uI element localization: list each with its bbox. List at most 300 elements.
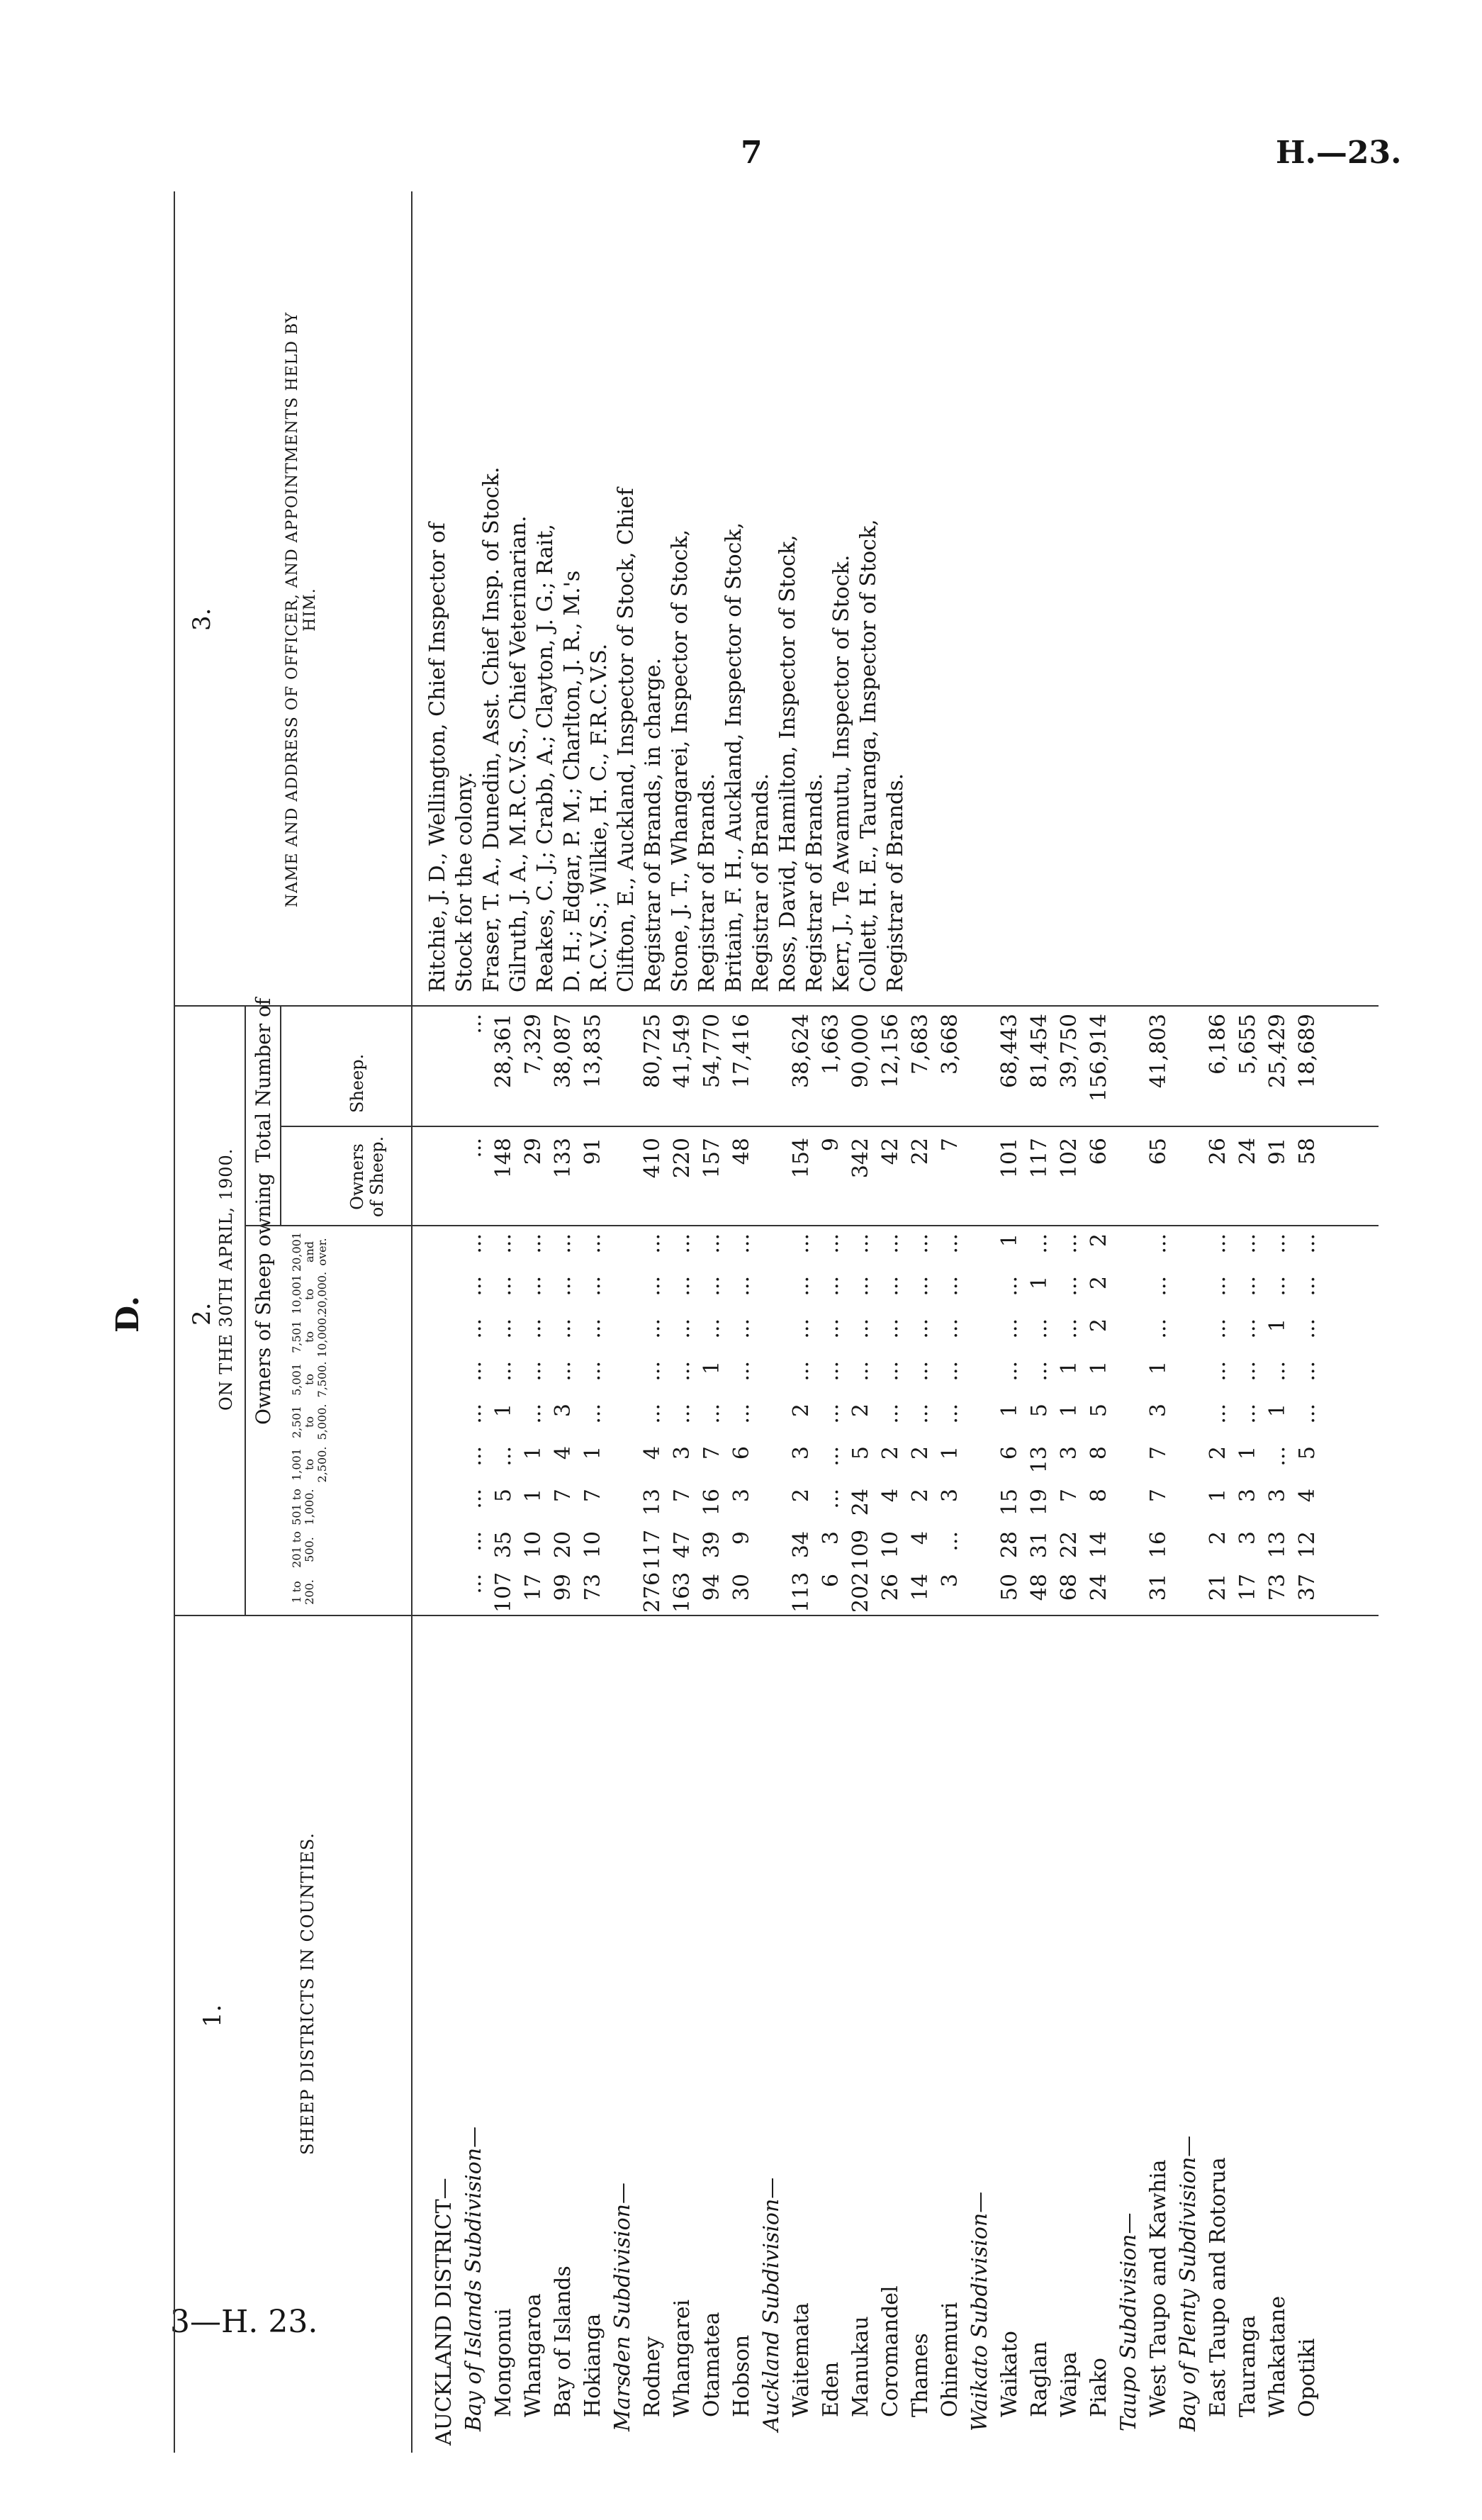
row-value: 3,668 <box>938 1014 962 1075</box>
table-row <box>1117 121 1141 2460</box>
row-value: 410 <box>640 1138 665 1179</box>
range-header-1: 201 to 500. <box>290 1531 316 1568</box>
row-name: Bay of Plenty Subdivision— <box>1176 2135 1201 2431</box>
row-value: ... <box>789 1361 814 1382</box>
row-value: 22 <box>908 1138 933 1165</box>
row-value: ... <box>491 1361 516 1382</box>
row-value: ... <box>1235 1233 1260 1254</box>
officer-line: Ritchie, J. D., Wellington, Chief Inspector of <box>425 522 450 992</box>
row-value: ... <box>938 1276 962 1297</box>
row-value: ... <box>819 1233 843 1254</box>
row-value: 7 <box>1146 1489 1171 1503</box>
row-value: 7 <box>938 1138 962 1152</box>
row-name: Eden <box>819 2361 843 2417</box>
table-row <box>1206 121 1230 2460</box>
row-value: 276 <box>640 1572 665 1613</box>
row-value: ... <box>908 1404 933 1424</box>
row-value: 3 <box>1235 1531 1260 1545</box>
row-value: 7 <box>700 1446 724 1460</box>
row-value: 1 <box>521 1489 546 1503</box>
row-value: 8 <box>1087 1446 1111 1460</box>
row-value: ... <box>1146 1233 1171 1254</box>
row-value: 1 <box>1265 1404 1290 1418</box>
table-row <box>909 121 933 2460</box>
row-value: 12 <box>1295 1531 1320 1559</box>
sheep-header: Sheep. <box>347 1053 367 1113</box>
row-value: ... <box>461 1446 486 1467</box>
row-value: 1 <box>580 1446 605 1460</box>
table-row <box>1057 121 1082 2460</box>
row-value: ... <box>848 1233 873 1254</box>
row-value: 7 <box>1057 1489 1082 1503</box>
officer-line: Gilruth, J. A., M.R.C.V.S., Chief Veterinarian. <box>506 515 531 992</box>
row-value: ... <box>1027 1361 1052 1382</box>
row-value: 133 <box>551 1138 576 1179</box>
row-value: 148 <box>491 1138 516 1179</box>
row-value: 4 <box>640 1446 665 1460</box>
row-value: 54,770 <box>700 1014 724 1088</box>
row-value: ... <box>1295 1318 1320 1339</box>
row-value: ... <box>491 1233 516 1254</box>
row-value: 24 <box>1087 1574 1111 1601</box>
row-value: ... <box>1295 1276 1320 1297</box>
row-name: Bay of Islands <box>551 2266 576 2417</box>
row-name: Waitemata <box>789 2302 814 2417</box>
row-name: Tauranga <box>1235 2315 1260 2417</box>
row-value: 37 <box>1295 1574 1320 1601</box>
row-value: 91 <box>1265 1138 1290 1165</box>
row-value: 35 <box>491 1531 516 1559</box>
row-value: 1 <box>1265 1318 1290 1333</box>
row-value: 15 <box>997 1489 1022 1516</box>
table-row <box>700 121 724 2460</box>
row-value: 5,655 <box>1235 1014 1260 1075</box>
rotated-table <box>50 121 1396 2460</box>
row-value: 1 <box>997 1233 1022 1248</box>
row-value: 2 <box>1206 1446 1230 1460</box>
officer-line: Kerr, J., Te Awamutu, Inspector of Stock. <box>829 554 854 992</box>
row-value: 1 <box>1057 1361 1082 1375</box>
row-value: 3 <box>1235 1489 1260 1503</box>
row-value: 26 <box>1206 1138 1230 1165</box>
row-value: ... <box>491 1318 516 1339</box>
row-value: 39,750 <box>1057 1014 1082 1088</box>
row-value: ... <box>580 1318 605 1339</box>
col1-title: SHEEP DISTRICTS IN COUNTIES. <box>298 1832 318 2155</box>
row-value: 21 <box>1206 1574 1230 1601</box>
row-value: 3 <box>729 1489 754 1503</box>
row-name: Whangaroa <box>521 2293 546 2417</box>
row-value: ... <box>670 1318 695 1339</box>
row-value: 102 <box>1057 1138 1082 1179</box>
row-value: ... <box>521 1233 546 1254</box>
row-value: 16 <box>1146 1531 1171 1559</box>
row-value: 1 <box>1027 1276 1052 1290</box>
row-name: Mongonui <box>491 2308 516 2417</box>
row-value: 9 <box>729 1531 754 1545</box>
table-row <box>1236 121 1260 2460</box>
row-value: 18,689 <box>1295 1014 1320 1088</box>
row-name: AUCKLAND DISTRICT— <box>432 2178 456 2446</box>
row-name: Waikato Subdivision— <box>967 2191 992 2431</box>
row-value: ... <box>551 1276 576 1297</box>
row-value: 41,549 <box>670 1014 695 1088</box>
row-value: 2 <box>908 1489 933 1503</box>
range-header-4: 2,501 to 5,000. <box>290 1404 329 1440</box>
row-value: 2 <box>1087 1233 1111 1248</box>
row-name: Manukau <box>848 2316 873 2417</box>
table-row <box>760 121 784 2460</box>
row-value: ... <box>908 1276 933 1297</box>
row-name: Thames <box>908 2333 933 2417</box>
table-row <box>670 121 695 2460</box>
row-value: ... <box>729 1361 754 1382</box>
row-value: ... <box>729 1233 754 1254</box>
table-row <box>551 121 576 2460</box>
row-value: 24 <box>1235 1138 1260 1165</box>
row-value: ... <box>1265 1276 1290 1297</box>
row-value: ... <box>878 1276 903 1297</box>
row-value: ... <box>1206 1361 1230 1382</box>
row-value: ... <box>997 1361 1022 1382</box>
row-value: ... <box>1206 1233 1230 1254</box>
row-value: 19 <box>1027 1489 1052 1516</box>
row-value: 2 <box>1087 1276 1111 1290</box>
row-value: ... <box>819 1276 843 1297</box>
row-value: ... <box>819 1361 843 1382</box>
row-value: 31 <box>1027 1531 1052 1559</box>
officer-line: Reakes, C. J.; Crabb, A.; Clayton, J. G.; Rait, <box>533 523 558 992</box>
row-value: 73 <box>1265 1574 1290 1601</box>
row-value: 101 <box>997 1138 1022 1179</box>
row-name: Opotiki <box>1295 2338 1320 2417</box>
row-value: ... <box>491 1446 516 1467</box>
row-name: Rodney <box>640 2336 665 2417</box>
row-value: 91 <box>580 1138 605 1165</box>
row-value: ... <box>878 1361 903 1382</box>
table-row <box>1177 121 1201 2460</box>
row-name: West Taupo and Kawhia <box>1146 2159 1171 2417</box>
officer-line: Fraser, T. A., Dunedin, Asst. Chief Insp. of Stock. <box>479 466 504 992</box>
row-value: 113 <box>789 1572 814 1613</box>
row-value: 34 <box>789 1531 814 1559</box>
row-value: ... <box>1295 1361 1320 1382</box>
col3-title: NAME AND ADDRESS OF OFFICER, AND APPOINTMENTS HELD BY HIM. <box>284 311 319 908</box>
row-value: 5 <box>1027 1404 1052 1418</box>
row-value: 5 <box>848 1446 873 1460</box>
row-value: ... <box>640 1318 665 1339</box>
row-value: ... <box>1265 1233 1290 1254</box>
table-row <box>819 121 843 2460</box>
page-number: 7 <box>741 135 763 171</box>
row-value: ... <box>938 1404 962 1424</box>
row-value: 3 <box>1265 1489 1290 1503</box>
row-value: ... <box>640 1404 665 1424</box>
row-value: 38,087 <box>551 1014 576 1088</box>
row-name: Hokianga <box>580 2313 605 2417</box>
row-value: 5 <box>1295 1446 1320 1460</box>
row-value: 14 <box>1087 1531 1111 1559</box>
row-value: 1 <box>938 1446 962 1460</box>
row-value: 1 <box>1206 1489 1230 1503</box>
row-name: Piako <box>1087 2358 1111 2417</box>
row-value: 31 <box>1146 1574 1171 1601</box>
row-value: 6 <box>729 1446 754 1460</box>
row-value: 342 <box>848 1138 873 1179</box>
row-value: 17 <box>521 1574 546 1601</box>
row-value: 4 <box>551 1446 576 1460</box>
row-value: 17,416 <box>729 1014 754 1088</box>
row-value: 66 <box>1087 1138 1111 1165</box>
officer-line: Stock for the colony. <box>452 771 477 992</box>
table-letter: D. <box>110 1296 146 1333</box>
row-value: ... <box>819 1318 843 1339</box>
row-value: 10 <box>878 1531 903 1559</box>
row-value: 6 <box>997 1446 1022 1460</box>
row-value: 4 <box>878 1489 903 1503</box>
row-value: 20 <box>551 1531 576 1559</box>
row-value: 10 <box>580 1531 605 1559</box>
row-value: ... <box>580 1233 605 1254</box>
row-value: 154 <box>789 1138 814 1179</box>
row-value: ... <box>789 1233 814 1254</box>
range-header-8: 20,001 and over. <box>290 1232 329 1272</box>
row-value: ... <box>1235 1361 1260 1382</box>
row-value: ... <box>878 1233 903 1254</box>
row-value: 13,835 <box>580 1014 605 1088</box>
table-row <box>611 121 635 2460</box>
officer-line: Registrar of Brands. <box>695 773 719 992</box>
row-value: 41,803 <box>1146 1014 1171 1088</box>
row-value: ... <box>521 1404 546 1424</box>
row-value: ... <box>938 1318 962 1339</box>
row-value: 22 <box>1057 1531 1082 1559</box>
row-value: ... <box>461 1404 486 1424</box>
row-value: 48 <box>1027 1574 1052 1601</box>
row-value: 99 <box>551 1574 576 1601</box>
table-row <box>968 121 992 2460</box>
row-value: ... <box>551 1361 576 1382</box>
row-value: ... <box>700 1233 724 1254</box>
row-name: East Taupo and Rotorua <box>1206 2157 1230 2417</box>
col2-number: 2. <box>188 1302 216 1326</box>
table-row <box>998 121 1022 2460</box>
row-value: ... <box>1146 1276 1171 1297</box>
row-value: ... <box>848 1361 873 1382</box>
table-row <box>879 121 903 2460</box>
row-value: 6 <box>819 1574 843 1588</box>
table-row <box>581 121 605 2460</box>
row-value: 10 <box>521 1531 546 1559</box>
row-value: 2 <box>848 1404 873 1418</box>
col2-title: ON THE 30TH APRIL, 1900. <box>216 1148 236 1411</box>
row-value: 1 <box>1087 1361 1111 1375</box>
row-value: 7 <box>551 1489 576 1503</box>
row-value: 1 <box>1235 1446 1260 1460</box>
row-value: ... <box>461 1233 486 1254</box>
row-name: Bay of Islands Subdivision— <box>461 2126 486 2431</box>
table-row <box>790 121 814 2460</box>
row-name: Auckland Subdivision— <box>759 2177 784 2431</box>
row-value: 7,683 <box>908 1014 933 1075</box>
row-value: ... <box>729 1318 754 1339</box>
page-reference: H.—23. <box>1276 135 1402 171</box>
table-row <box>1296 121 1320 2460</box>
row-value: ... <box>729 1276 754 1297</box>
row-value: ... <box>908 1318 933 1339</box>
row-value: ... <box>670 1276 695 1297</box>
row-value: 107 <box>491 1572 516 1613</box>
row-value: ... <box>580 1276 605 1297</box>
row-value: 3 <box>1057 1446 1082 1460</box>
row-value: 68,443 <box>997 1014 1022 1088</box>
row-name: Raglan <box>1027 2341 1052 2417</box>
row-value: 80,725 <box>640 1014 665 1088</box>
row-value: ... <box>700 1276 724 1297</box>
table-row <box>522 121 546 2460</box>
row-value: ... <box>640 1361 665 1382</box>
row-value: ... <box>461 1014 486 1034</box>
row-value: 13 <box>640 1489 665 1516</box>
officer-line: D. H.; Edgar, P. M.; Charlton, J. R., M.'s <box>560 570 585 992</box>
row-value: 68 <box>1057 1574 1082 1601</box>
owners-of-sheep-header: Owners of Sheep. <box>347 1136 387 1218</box>
row-value: ... <box>1235 1276 1260 1297</box>
row-value: ... <box>1057 1318 1082 1339</box>
row-value: ... <box>461 1361 486 1382</box>
row-value: ... <box>700 1404 724 1424</box>
row-value: 7 <box>670 1489 695 1503</box>
row-name: Marsden Subdivision— <box>610 2183 635 2431</box>
row-value: 5 <box>491 1489 516 1503</box>
row-value: ... <box>1235 1318 1260 1339</box>
total-group-label: Total Number of <box>252 997 275 1163</box>
row-value: 1 <box>1146 1361 1171 1375</box>
row-value: 2 <box>1087 1318 1111 1333</box>
table-row <box>1266 121 1290 2460</box>
officer-line: Stone, J. T., Whangarei, Inspector of Stock, <box>668 529 692 992</box>
row-value: 5 <box>1087 1404 1111 1418</box>
row-value: 14 <box>908 1574 933 1601</box>
row-value: 2 <box>789 1489 814 1503</box>
row-value: 4 <box>908 1531 933 1545</box>
row-value: 65 <box>1146 1138 1171 1165</box>
row-value: ... <box>461 1276 486 1297</box>
row-value: 117 <box>1027 1138 1052 1179</box>
row-value: 13 <box>1265 1531 1290 1559</box>
table-row <box>432 121 456 2460</box>
row-value: 1 <box>997 1404 1022 1418</box>
row-value: 3 <box>1146 1404 1171 1418</box>
row-value: 220 <box>670 1138 695 1179</box>
row-value: ... <box>521 1361 546 1382</box>
row-value: ... <box>997 1318 1022 1339</box>
row-value: ... <box>551 1318 576 1339</box>
table-row <box>938 121 962 2460</box>
row-name: Waipa <box>1057 2351 1082 2417</box>
col1-number: 1. <box>198 2004 227 2027</box>
row-value: 58 <box>1295 1138 1320 1165</box>
row-value: 48 <box>729 1138 754 1165</box>
row-value: 1 <box>700 1361 724 1375</box>
row-value: 2 <box>1206 1531 1230 1545</box>
row-value: ... <box>461 1531 486 1552</box>
officer-line: Britain, F. H., Auckland, Inspector of Stock, <box>722 522 746 992</box>
row-value: ... <box>461 1489 486 1509</box>
row-value: 28 <box>997 1531 1022 1559</box>
row-value: 163 <box>670 1572 695 1613</box>
row-value: 4 <box>1295 1489 1320 1503</box>
range-header-3: 1,001 to 2,500. <box>290 1446 329 1483</box>
row-name: Taupo Subdivision— <box>1116 2212 1141 2431</box>
row-value: ... <box>1057 1276 1082 1297</box>
row-value: ... <box>461 1138 486 1158</box>
row-value: ... <box>848 1318 873 1339</box>
row-value: 50 <box>997 1574 1022 1601</box>
row-value: 3 <box>551 1404 576 1418</box>
row-value: ... <box>551 1233 576 1254</box>
officer-line: Registrar of Brands, in charge. <box>641 658 666 992</box>
row-value: 30 <box>729 1574 754 1601</box>
officer-line: Clifton, E., Auckland, Inspector of Stock, Chief <box>614 488 639 992</box>
row-name: Waikato <box>997 2331 1022 2417</box>
row-value: 81,454 <box>1027 1014 1052 1088</box>
row-value: 39 <box>700 1531 724 1559</box>
row-value: ... <box>670 1233 695 1254</box>
row-value: ... <box>580 1361 605 1382</box>
row-value: ... <box>461 1574 486 1594</box>
row-value: 8 <box>1087 1489 1111 1503</box>
range-header-6: 7,501 to 10,000. <box>290 1314 329 1357</box>
row-value: ... <box>789 1318 814 1339</box>
officer-line: R.C.V.S.; Wilkie, H. C., F.R.C.V.S. <box>587 643 612 992</box>
row-value: 109 <box>848 1529 873 1570</box>
row-value: 7 <box>1146 1446 1171 1460</box>
row-value: 38,624 <box>789 1014 814 1088</box>
table-row <box>641 121 665 2460</box>
row-value: ... <box>878 1318 903 1339</box>
row-value: ... <box>908 1233 933 1254</box>
row-value: 1,663 <box>819 1014 843 1075</box>
row-value: ... <box>938 1233 962 1254</box>
row-value: 28,361 <box>491 1014 516 1088</box>
row-value: ... <box>1027 1233 1052 1254</box>
row-value: 1 <box>1057 1404 1082 1418</box>
row-value: 3 <box>789 1446 814 1460</box>
row-value: ... <box>670 1404 695 1424</box>
row-value: 202 <box>848 1572 873 1613</box>
row-value: ... <box>491 1276 516 1297</box>
officer-line: Registrar of Brands. <box>883 773 908 992</box>
table-row <box>1087 121 1111 2460</box>
row-value: 94 <box>700 1574 724 1601</box>
row-value: 42 <box>878 1138 903 1165</box>
row-value: ... <box>1295 1404 1320 1424</box>
row-value: ... <box>938 1531 962 1552</box>
row-value: ... <box>670 1361 695 1382</box>
range-header-0: 1 to 200. <box>290 1579 316 1605</box>
row-value: ... <box>580 1404 605 1424</box>
row-value: ... <box>908 1361 933 1382</box>
row-value: 3 <box>819 1531 843 1545</box>
row-value: 157 <box>700 1138 724 1179</box>
row-value: 73 <box>580 1574 605 1601</box>
row-value: 9 <box>819 1138 843 1152</box>
owners-group-label: Owners of Sheep owning <box>252 1172 275 1425</box>
row-name: Hobson <box>729 2334 754 2417</box>
row-value: 29 <box>521 1138 546 1165</box>
row-value: ... <box>521 1276 546 1297</box>
